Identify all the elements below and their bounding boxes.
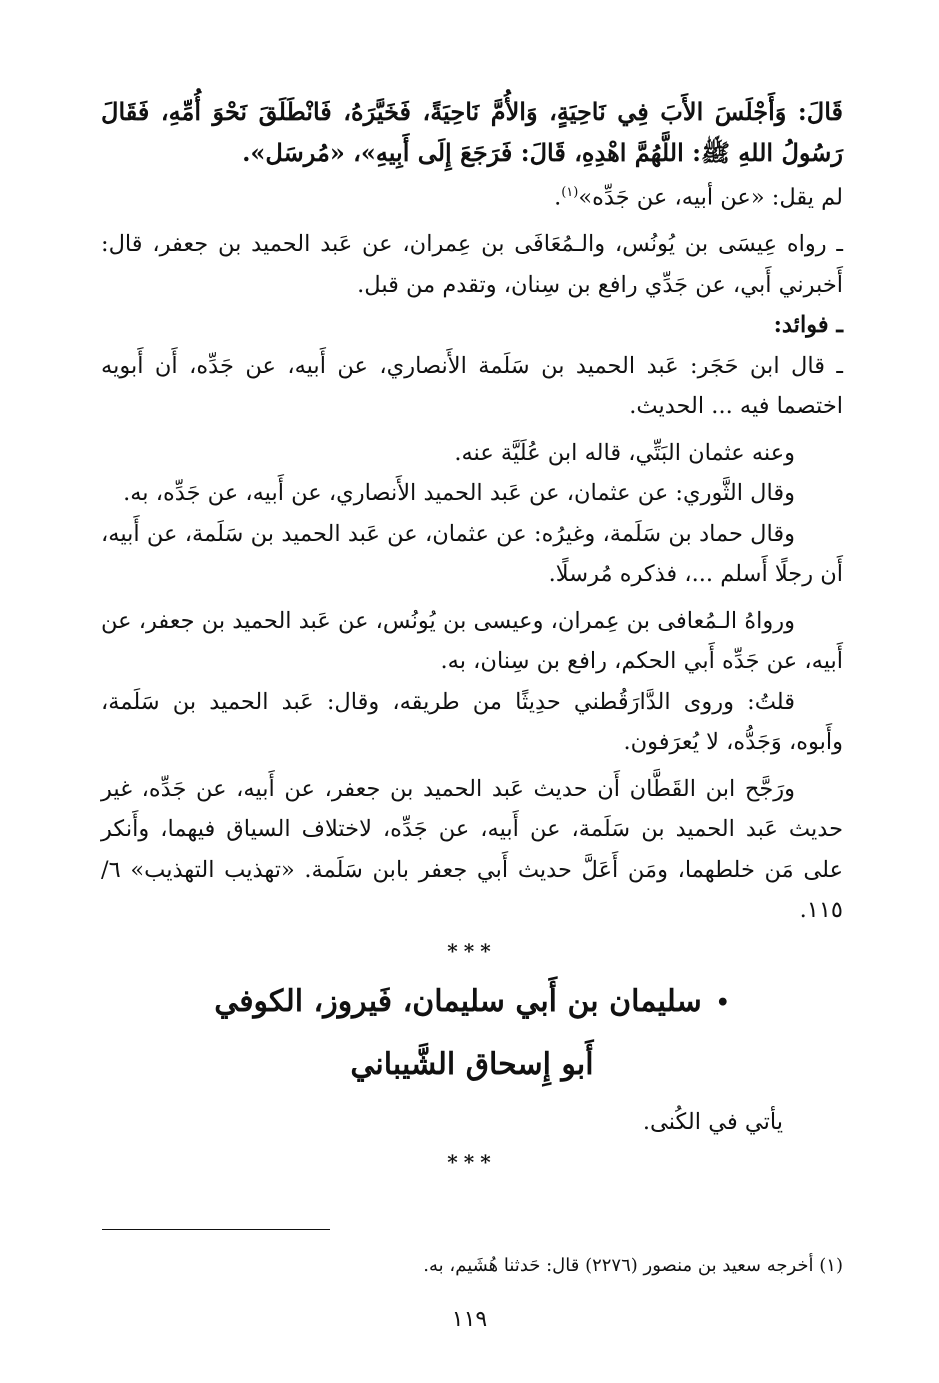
page-number: ١١٩: [451, 1307, 488, 1332]
paragraph-10: قلتُ: وروى الدَّارَقُطني حدِيثًا من طريقه، وقال: عَبد الحميد بن سَلَمة، وأَبوه، وَجَدُّه، لا يُعرَفون.: [101, 688, 843, 755]
paragraph-11: ورَجَّح ابن القَطَّان أَن حديث عَبد الحميد بن جعفر، عن أَبيه، عن جَدِّه، غير حديث عَبد الحميد بن سَلَمة، عن أَبيه، عن جَدِّه، لاختلاف السياق فيهما، وأَنكر على مَن خلطهما، ومَن أَعَلَّ حديث أَبي جعفر بابن سَلَمة. «تهذيب التهذيب» ٦/ ١١٥.: [101, 775, 843, 923]
paragraph-2-text: لم يقل: «عن أبيه، عن جَدِّه»: [578, 184, 843, 211]
section-separator-2: ***: [447, 1150, 497, 1174]
entry-heading: [101, 971, 843, 1096]
paragraph-9: ورواهُ الـمُعافى بن عِمران، وعيسى بن يُونُس، عن عَبد الحميد بن جعفر، عن أَبيه، عن جَدِّه أَبي الحكم، رافع بن سِنان، به.: [101, 607, 843, 674]
section-separator: ***: [447, 938, 497, 963]
entry-name-line-1: [101, 971, 843, 1034]
footnote: (١) أخرجه سعيد بن منصور (٢٢٧٦) قال: حَدثنا هُشَيم، به.: [423, 1255, 843, 1276]
entry-name-text: سليمان بن أَبي سليمان، فَيروز، الكوفي: [214, 983, 702, 1019]
paragraph-2-end: .: [554, 184, 562, 211]
footnote-ref: (١): [561, 185, 579, 200]
paragraph-7: وقال الثَّوري: عن عثمان، عن عَبد الحميد الأَنصاري، عن أَبيه، عن جَدِّه، به.: [123, 480, 795, 506]
benefits-heading: ـ فوائد:: [773, 312, 843, 338]
paragraph-5: ـ قال ابن حَجَر: عَبد الحميد بن سَلَمة الأَنصاري، عن أَبيه، عن جَدِّه، أَن أَبويه اختصما فيه ... الحديث.: [101, 352, 843, 419]
main-text: [101, 92, 843, 1182]
entry-note: يأتي في الكُنى.: [642, 1108, 783, 1135]
paragraph-6: وعنه عثمان البَتِّي، قاله ابن عُلَيَّة عنه.: [454, 439, 795, 466]
bullet-icon: •: [715, 989, 730, 1016]
paragraph-2: [101, 173, 843, 218]
entry-name-line-2: أَبو إِسحاق الشَّيباني: [350, 1046, 594, 1082]
hadith-text: قَالَ: وَأَجْلَسَ الأَبَ فِي نَاحِيَةٍ، وَالأُمَّ نَاحِيَةً، فَخَيَّرَهُ، فَانْطَلَقَ نَحْوَ أُمِّهِ، فَقَالَ رَسُولُ اللهِ ﷺ: اللَّهُمَّ اهْدِهِ، قَالَ: فَرَجَعَ إِلَى أَبِيهِ»، «مُرسَل».: [101, 97, 843, 167]
paragraph-8: وقال حماد بن سَلَمة، وغيرُه: عن عثمان، عن عَبد الحميد بن سَلَمة، عن أَبيه، أَن رجلًا أَسلم ...، فذكره مُرسلًا.: [101, 520, 843, 587]
footnote-divider: [102, 1229, 330, 1230]
paragraph-3: ـ رواه عِيسَى بن يُونُس، والـمُعَافَى بن عِمران، عن عَبد الحميد بن جعفر، قال: أَخبرني أَبي، عن جَدِّي رافع بن سِنان، وتقدم من قبل.: [101, 231, 843, 298]
